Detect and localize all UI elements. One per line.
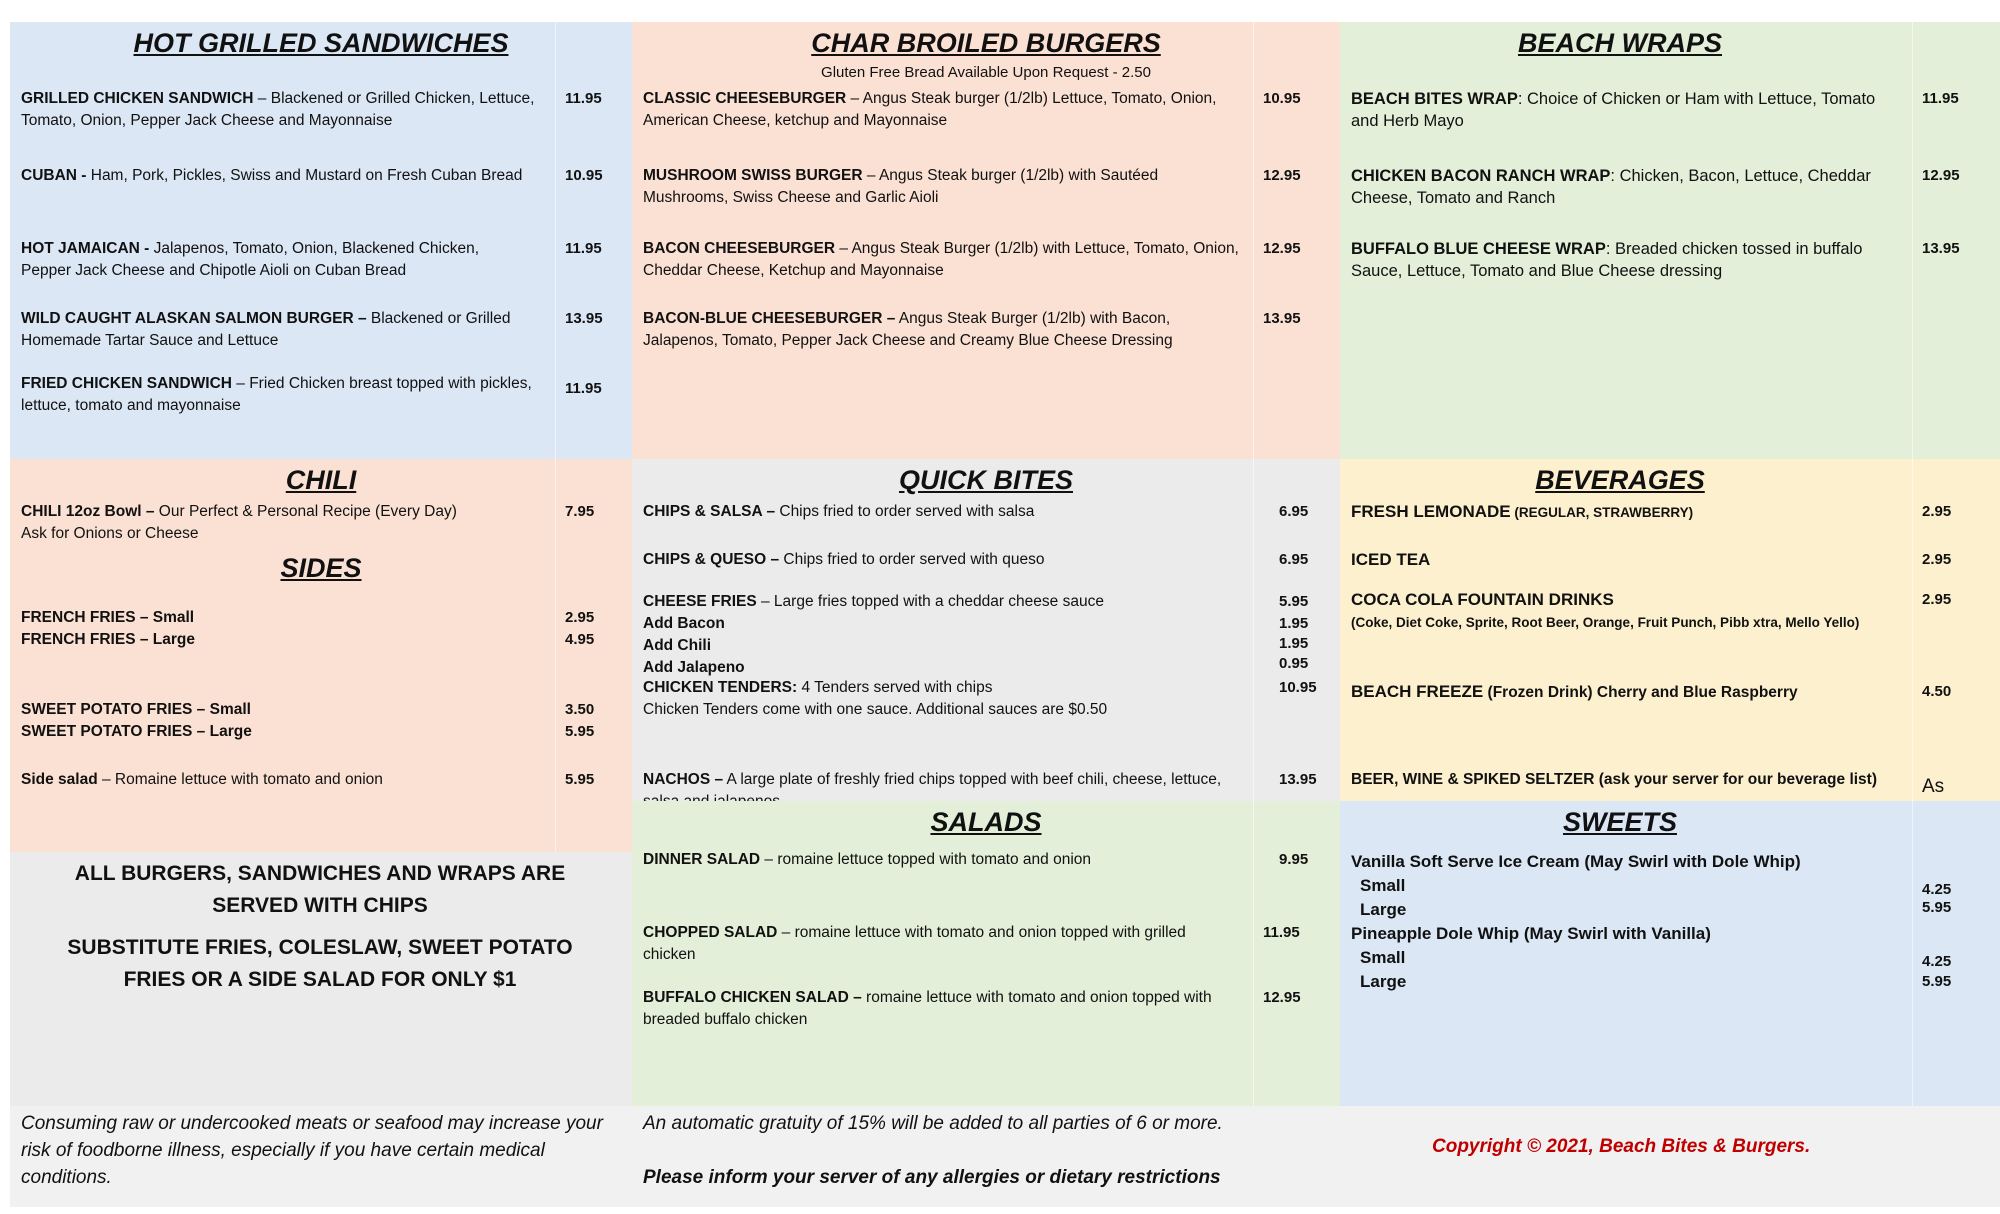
item-price: 5.95 [1922, 973, 1952, 990]
menu-item: CHIPS & SALSA – Chips fried to order served with salsa [643, 503, 1035, 520]
quick-bites-title: QUICK BITES [898, 465, 1073, 495]
menu-item: MUSHROOM SWISS BURGER – Angus Steak burger (1/2lb) with Sautéed Mushrooms, Swiss Cheese and Garlic Aioli [643, 167, 1159, 206]
menu-item: NACHOS – A large plate of freshly fried chips topped with beef chili, cheese, lettuce, [643, 771, 1222, 788]
chips-note-line: FRIES OR A SIDE SALAD FOR ONLY $1 [123, 968, 517, 991]
gratuity-note: An automatic gratuity of 15% will be added to all parties of 6 or more. [643, 1113, 1223, 1134]
item-price: 6.95 [1279, 551, 1309, 568]
beverages-title: BEVERAGES [1535, 465, 1705, 495]
item-price: 10.95 [565, 167, 603, 184]
item-price: 4.95 [565, 631, 595, 648]
item-price: 3.50 [565, 701, 595, 718]
beverages-panel [1340, 459, 2000, 801]
item-price: 1.95 [1279, 615, 1309, 632]
menu-item: CHOPPED SALAD – romaine lettuce with tomato and onion topped with grilled chicken [643, 924, 1186, 963]
menu-item: Small [1360, 948, 1406, 967]
menu-item: BACON-BLUE CHEESEBURGER – Angus Steak Burger (1/2lb) with Bacon, Jalapenos, Tomato, Pepper Jack Cheese and Creamy Blue Cheese Dressing [643, 310, 1173, 349]
item-price: 11.95 [565, 240, 602, 257]
item-price: 13.95 [1263, 310, 1301, 327]
hot-grilled-title: HOT GRILLED SANDWICHES [133, 28, 509, 58]
copyright: Copyright © 2021, Beach Bites & Burgers. [1432, 1136, 1811, 1157]
item-price: 10.95 [1263, 90, 1301, 107]
item-price: 2.95 [1922, 591, 1952, 608]
menu-item: Side salad – Romaine lettuce with tomato and onion [21, 771, 383, 788]
burgers-subtitle: Gluten Free Bread Available Upon Request - 2.50 [821, 64, 1151, 81]
item-price: 2.95 [565, 609, 595, 626]
menu-item: GRILLED CHICKEN SANDWICH – Blackened or Grilled Chicken, Lettuce, Tomato, Onion, Pepper Jack Cheese and Mayonnaise [21, 90, 535, 129]
menu-item: CHIPS & QUESO – Chips fried to order served with queso [643, 551, 1045, 568]
item-price: 4.25 [1922, 953, 1952, 970]
menu-item: DINNER SALAD – romaine lettuce topped with tomato and onion [643, 851, 1092, 868]
quick-bites-panel [632, 459, 1340, 801]
item-price: 2.95 [1922, 551, 1952, 568]
hot-grilled-panel [10, 22, 632, 459]
menu-item: BUFFALO BLUE CHEESE WRAP: Breaded chicken tossed in buffalo Sauce, Lettuce, Tomato and Blue Cheese dressing [1351, 240, 1863, 280]
salads-panel [632, 801, 1340, 1106]
sweets-panel [1340, 801, 2000, 1106]
menu-item: CHICKEN TENDERS: 4 Tenders served with chips Chicken Tenders come with one sauce. Additional sauces are $0.50 [643, 679, 1108, 718]
item-price: 12.95 [1922, 167, 1960, 184]
menu-item: SWEET POTATO FRIES – Large [21, 723, 252, 740]
allergy-note: Please inform your server of any allergies or dietary restrictions [643, 1167, 1221, 1188]
menu-item: CHICKEN BACON RANCH WRAP: Chicken, Bacon, Lettuce, Cheddar Cheese, Tomato and Ranch [1351, 167, 1871, 207]
menu-item: CLASSIC CHEESEBURGER – Angus Steak burger (1/2lb) Lettuce, Tomato, Onion, American Cheese, ketchup and Mayonnaise [643, 90, 1217, 129]
item-price: 0.95 [1279, 655, 1309, 672]
item-price: 5.95 [1279, 593, 1309, 610]
menu-item: CHILI 12oz Bowl – Our Perfect & Personal Recipe (Every Day) Ask for Onions or Cheese [21, 503, 457, 542]
chips-note-line: SUBSTITUTE FRIES, COLESLAW, SWEET POTATO [67, 936, 573, 959]
item-price: 7.95 [565, 503, 595, 520]
chips-note-line: SERVED WITH CHIPS [212, 894, 428, 917]
item-price: 11.95 [565, 90, 602, 107]
menu-item: BEACH FREEZE (Frozen Drink) Cherry and Blue Raspberry [1351, 682, 1798, 701]
menu-item: CHEESE FRIES – Large fries topped with a cheddar cheese sauce [643, 593, 1104, 610]
wraps-panel [1340, 22, 2000, 459]
menu-item: COCA COLA FOUNTAIN DRINKS (Coke, Diet Coke, Sprite, Root Beer, Orange, Fruit Punch, Pibb xtra, Mello Yello) [1351, 590, 1860, 630]
item-price: 13.95 [1279, 771, 1317, 788]
item-price: 4.25 [1922, 881, 1952, 898]
item-price: 4.50 [1922, 683, 1952, 700]
item-price: 13.95 [565, 310, 603, 327]
menu-item: Vanilla Soft Serve Ice Cream (May Swirl with Dole Whip) [1351, 852, 1801, 871]
item-price: 5.95 [565, 723, 595, 740]
menu-item: Add Chili [643, 637, 712, 654]
menu-item: Add Bacon [643, 615, 725, 632]
menu-item: Pineapple Dole Whip (May Swirl with Vanilla) [1351, 924, 1711, 943]
menu-item: Small [1360, 876, 1406, 895]
salads-title: SALADS [930, 807, 1042, 837]
item-price: 12.95 [1263, 167, 1301, 184]
footer [10, 1106, 2000, 1207]
item-price: 12.95 [1263, 989, 1301, 1006]
wraps-title: BEACH WRAPS [1517, 28, 1722, 58]
menu-item: BACON CHEESEBURGER – Angus Steak Burger (1/2lb) with Lettuce, Tomato, Onion, Cheddar Cheese, Ketchup and Mayonnaise [643, 240, 1239, 279]
chips-note-panel [10, 852, 632, 1106]
menu-item: BEACH BITES WRAP: Choice of Chicken or Ham with Lettuce, Tomato and Herb Mayo [1351, 90, 1876, 130]
item-price: 10.95 [1279, 679, 1317, 696]
chips-note-line: ALL BURGERS, SANDWICHES AND WRAPS ARE [74, 862, 566, 885]
item-price: 2.95 [1922, 503, 1952, 520]
menu-item: BEER, WINE & SPIKED SELTZER (ask your server for our beverage list) [1351, 771, 1877, 788]
item-price: 11.95 [1922, 90, 1959, 107]
item-price: 5.95 [1922, 899, 1952, 916]
item-price: 9.95 [1279, 851, 1309, 868]
item-price: 11.95 [1263, 924, 1300, 941]
menu-item: SWEET POTATO FRIES – Small [21, 701, 251, 718]
menu-item: FRENCH FRIES – Small [21, 609, 195, 626]
burgers-panel [632, 22, 1340, 459]
health-warning: Consuming raw or undercooked meats or seafood may increase your risk of foodborne illness, especially if you have certain medical conditions. [21, 1113, 603, 1188]
sweets-title: SWEETS [1562, 807, 1677, 837]
item-price: 5.95 [565, 771, 595, 788]
menu-item: Add Jalapeno [643, 659, 745, 676]
menu-item: WILD CAUGHT ALASKAN SALMON BURGER – Blackened or Grilled Homemade Tartar Sauce and Lettuce [21, 310, 511, 349]
menu-item: BUFFALO CHICKEN SALAD – romaine lettuce with tomato and onion topped with breaded buffalo chicken [643, 989, 1212, 1028]
menu-item: HOT JAMAICAN - Jalapenos, Tomato, Onion, Blackened Chicken, Pepper Jack Cheese and Chipotle Aioli on Cuban Bread [21, 240, 480, 279]
item-price: 1.95 [1279, 635, 1309, 652]
item-price: 6.95 [1279, 503, 1309, 520]
menu-item: Large [1360, 972, 1407, 991]
chili-sides-panel [10, 459, 632, 852]
menu-item: FRESH LEMONADE (REGULAR, STRAWBERRY) [1351, 502, 1694, 521]
menu-item: ICED TEA [1351, 550, 1431, 569]
item-price: 12.95 [1263, 240, 1301, 257]
item-price: As [1922, 776, 1945, 797]
item-price: 13.95 [1922, 240, 1960, 257]
sides-title: SIDES [280, 553, 362, 583]
menu-item: CUBAN - Ham, Pork, Pickles, Swiss and Mustard on Fresh Cuban Bread [21, 167, 523, 184]
menu-board [10, 22, 2000, 1188]
chili-title: CHILI [285, 465, 357, 495]
burgers-title: CHAR BROILED BURGERS [811, 28, 1161, 58]
menu-item: FRENCH FRIES – Large [21, 631, 195, 648]
menu-item: Large [1360, 900, 1407, 919]
item-price: 11.95 [565, 380, 602, 397]
menu-item: FRIED CHICKEN SANDWICH – Fried Chicken breast topped with pickles, lettuce, tomato and mayonnaise [21, 375, 532, 414]
